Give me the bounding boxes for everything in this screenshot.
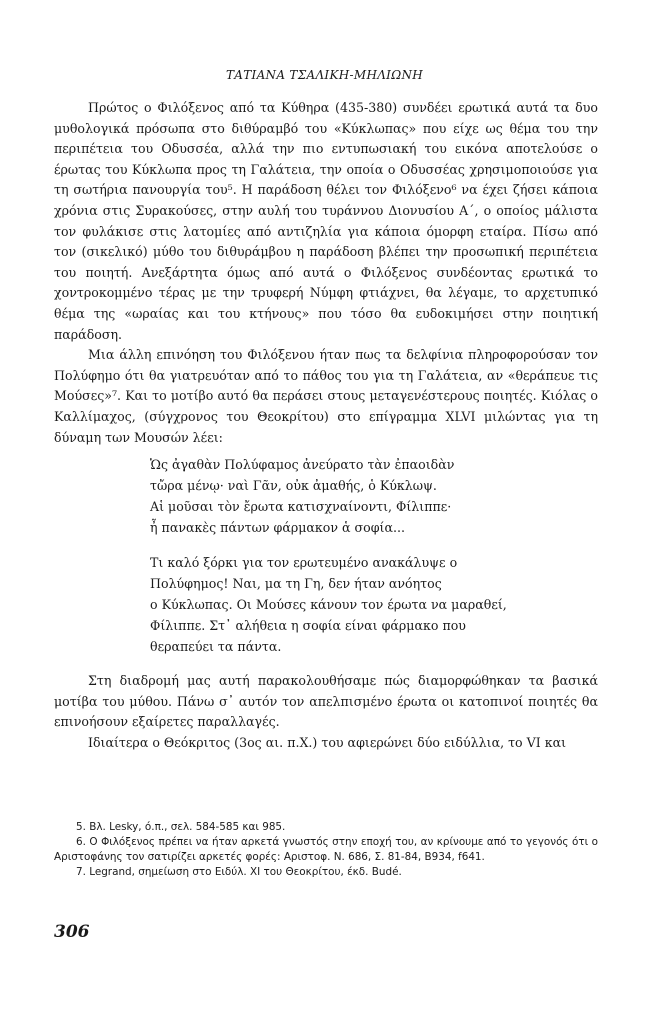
- paragraph-2: Μια άλλη επινόηση του Φιλόξενου ήταν πως τα δελφίνια πληροφορούσαν τον Πολύφημο ότι θα γιατρευόταν από το πάθος του για τη Γαλάτεια, αν «θεράπευε τις Μούσες»⁷. Και το μοτίβο αυτό θα περάσει στους μεταγενέστερους ποιητές. Κιόλας ο Καλλίμαχος, (σύγχρονος του Θεοκρίτου) στο επίγραμμα XLVI μιλώντας για τη δύναμη των Μουσών λέει:: [54, 347, 598, 445]
- paragraph-1: Πρώτος ο Φιλόξενος από τα Κύθηρα (435-380) συνδέει ερωτικά αυτά τα δυο μυθολογικά πρόσωπα στο διθύραμβό του «Κύκλωπας» που είχε ως θέμα του την περιπέτεια του Οδυσσέα, αλλά την πιο εντυπωσιακή του εικόνα αποτελούσε ο έρωτας του Κύκλωπα προς τη Γαλάτεια, την οποία ο Οδυσσέας χρησιμοποιούσε για τη σωτήρια πανουργία του⁵. Η παράδοση θέλει τον Φιλόξενο⁶ να έχει ζήσει κάποια χρόνια στις Συρακούσες, στην αυλή του τυράννου Διονυσίου Α΄, ο οποίος μάλιστα τον φυλάκισε στις λατομίες από αντιζηλία για κάποια όμορφη εταίρα. Πίσω από τον (σικελικό) μύθο του διθυράμβου η παράδοση βλέπει την προσωπική περιπέτεια του ποιητή. Ανεξάρτητα όμως από αυτά ο Φιλόξενος συνδέοντας ερωτικά το χοντροκομμένο τέρας με την τρυφερή Νύμφη φτιάχνει, θα λέγαμε, το αρχετυπικό θέμα της «ωραίας και του κτήνους» που τόσο θα ευδοκιμήσει στην ποιητική παράδοση.: [54, 100, 598, 342]
- page-number: 306: [54, 922, 90, 942]
- greek-line-2: τὤρα μένῳ· ναὶ Γᾶν, οὐκ ἀμαθής, ὁ Κύκλωψ.: [150, 478, 437, 494]
- body-text: [54, 98, 598, 753]
- epigram-quote: [150, 454, 598, 657]
- translation-line-2: Πολύφημος! Ναι, μα τη Γη, δεν ήταν ανόητος: [150, 576, 442, 592]
- paragraph-3: Στη διαδρομή μας αυτή παρακολουθήσαμε πώς διαμορφώθηκαν τα βασικά μοτίβα του μύθου. Πάνω σ᾽ αυτόν τον απελπισμένο έρωτα οι κατοπινοί ποιητές θα επινοήσουν εξαίρετες παραλλαγές.: [54, 673, 598, 730]
- greek-line-4: ἦ πανακὲς πάντων φάρμακον ἁ σοφία...: [150, 520, 405, 536]
- footnote-5: 5. Βλ. Lesky, ό.π., σελ. 584-585 και 985.: [76, 821, 286, 833]
- greek-stanza: [150, 454, 598, 538]
- footnote-6: 6. Ο Φιλόξενος πρέπει να ήταν αρκετά γνωστός στην εποχή του, αν κρίνουμε από το γεγονός ότι ο Αριστοφάνης τον σατιρίζει αρκετές φορές: Αριστοφ. Ν. 686, Σ. 81-84, Β934, f641.: [54, 836, 598, 863]
- translation-line-1: Τι καλό ξόρκι για τον ερωτευμένο ανακάλυψε ο: [150, 555, 458, 571]
- translation-line-5: θεραπεύει τα πάντα.: [150, 639, 282, 655]
- paragraph-4: Ιδιαίτερα ο Θεόκριτος (3ος αι. π.Χ.) του αφιερώνει δύο ειδύλλια, το VI και: [88, 734, 567, 750]
- footnotes: [54, 820, 598, 880]
- greek-line-1: Ὡς ἀγαθὰν Πολύφαμος ἀνεύρατο τὰν ἐπαοιδὰν: [150, 457, 455, 473]
- translation-line-3: ο Κύκλωπας. Οι Μούσες κάνουν τον έρωτα να μαραθεί,: [150, 597, 507, 613]
- running-head: ΤΑΤΙΑΝΑ ΤΣΑΛΙΚΗ-ΜΗΛΙΩΝΗ: [225, 68, 424, 82]
- translation-stanza: [150, 552, 598, 657]
- greek-line-3: Αἱ μοῦσαι τὸν ἔρωτα κατισχναίνοντι, Φίλιππε·: [150, 499, 452, 515]
- translation-line-4: Φίλιππε. Στ᾽ αλήθεια η σοφία είναι φάρμακο που: [150, 618, 466, 634]
- footnote-7: 7. Legrand, σημείωση στο Ειδύλ. XI του Θεοκρίτου, έκδ. Budé.: [76, 866, 402, 878]
